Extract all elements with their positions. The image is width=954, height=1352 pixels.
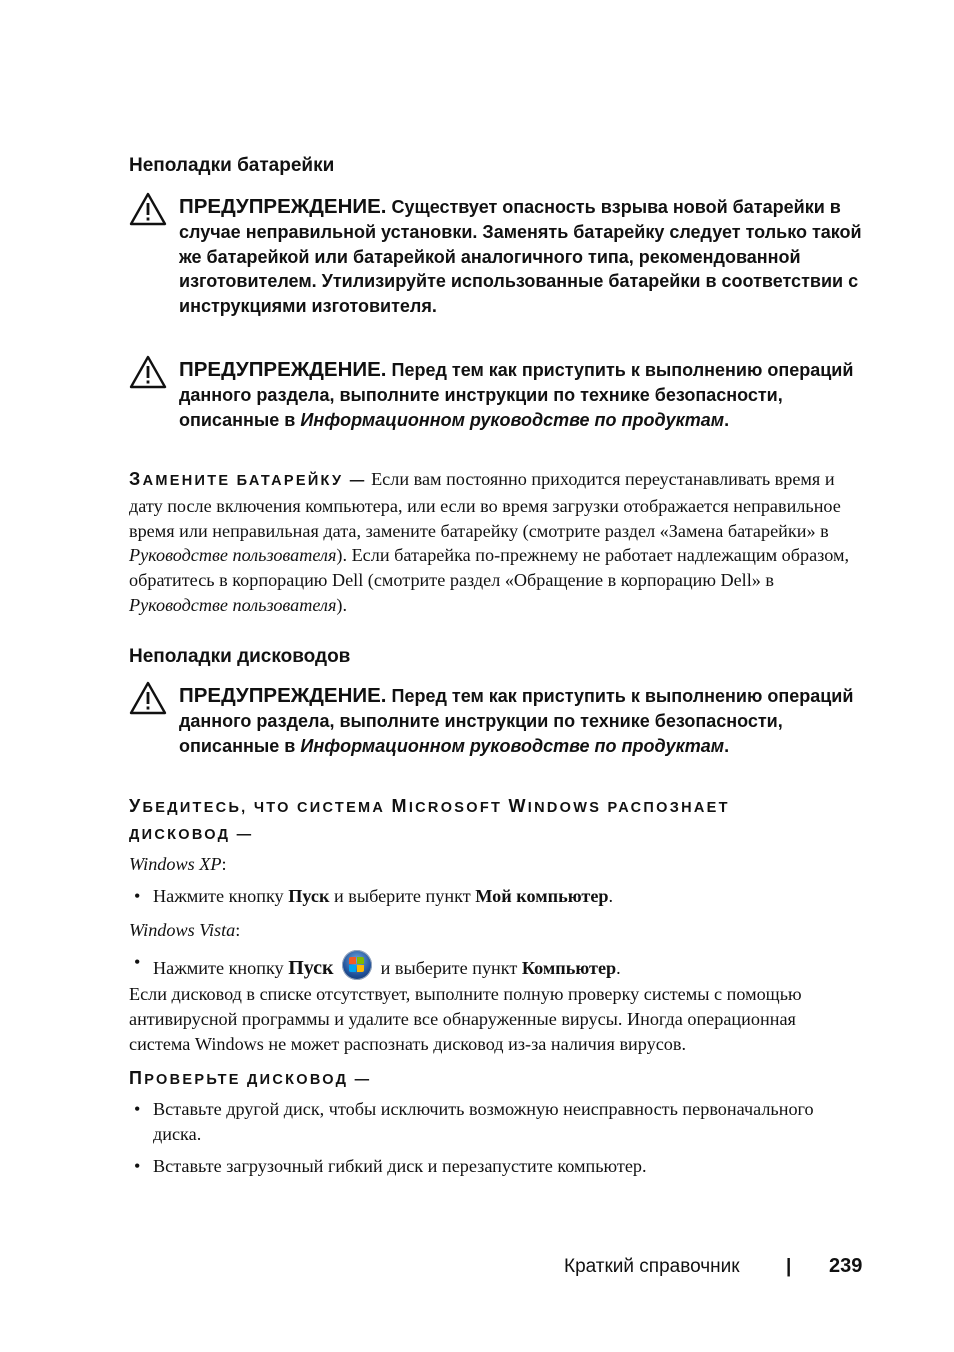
bullet-icon: • <box>134 886 141 906</box>
lead-rest: БЕДИТЕСЬ, ЧТО СИСТЕМА <box>142 800 392 816</box>
bullet-icon: • <box>134 1156 141 1176</box>
lead-rest: РОВЕРЬТЕ ДИСКОВОД — <box>144 1072 372 1088</box>
section-heading-drives: Неполадки дисководов <box>129 646 351 667</box>
warning-triangle-icon <box>129 355 167 389</box>
doc-title: Руководстве пользователя <box>129 594 337 615</box>
item-text: Нажмите кнопку <box>153 958 284 978</box>
warning-doc-title: Информационном руководстве по продуктам <box>300 735 725 756</box>
warning-text: Перед тем как приступить к выполнению операций данного раздела, выполните инструкции по технике безопасности, описанные в <box>179 360 854 430</box>
lead-rest: ДИСКОВОД — <box>129 827 254 843</box>
para-text: ). <box>336 594 348 615</box>
list-item <box>134 1154 849 1179</box>
warning-label: ПРЕДУПРЕЖДЕНИЕ. <box>179 358 387 381</box>
lead-rest: ICROSOFT <box>408 800 509 816</box>
lead-in-replace-battery <box>129 469 367 489</box>
page-number: 239 <box>829 1255 863 1277</box>
para-text: Если вам постоянно приходится переустанавливать время и дату после включения компьютера, или если во время загрузки отображается неправильное время или неправильная дата, замените батарейку (смотрите раздел «Замена батарейки» в <box>129 469 841 541</box>
lead-initial: З <box>129 469 143 489</box>
lead-in-windows-detects <box>129 794 859 848</box>
item-text: и выберите пункт <box>380 958 518 978</box>
lead-initial: W <box>508 796 528 816</box>
footer-title: Краткий справочник <box>564 1256 740 1277</box>
item-text: . <box>616 958 621 978</box>
doc-title: Руководстве пользователя <box>129 545 337 566</box>
battery-paragraph <box>129 467 859 618</box>
windows-vista-label <box>129 918 859 943</box>
item-text: и выберите пункт <box>333 886 471 906</box>
colon: : <box>235 920 241 940</box>
lead-initial: M <box>391 796 409 816</box>
warning-triangle-icon <box>129 192 167 226</box>
windows-start-icon <box>342 950 372 980</box>
lead-rest: INDOWS РАСПОЗНАЕТ <box>527 800 730 816</box>
warning-text: Перед тем как приступить к выполнению операций данного раздела, выполните инструкции по технике безопасности, описанные в <box>179 686 854 756</box>
warning-label: ПРЕДУПРЕЖДЕНИЕ. <box>179 684 387 707</box>
colon: : <box>221 854 227 874</box>
bullet-icon: • <box>134 952 141 972</box>
os-name: Windows Vista <box>129 920 236 940</box>
ui-term: Компьютер <box>521 958 617 978</box>
antivirus-paragraph: Если дисковод в списке отсутствует, выполните полную проверку системы с помощью антивирусной программы и удалите все обнаруженные вирусы. Иногда операционная система Windows не может распознать дисковод из-за наличия вирусов. <box>129 984 802 1054</box>
footer-separator: | <box>786 1256 792 1277</box>
ui-term: Мой компьютер <box>475 886 609 906</box>
warning-triangle-icon <box>129 681 167 715</box>
item-text: Вставьте загрузочный гибкий диск и перезапустите компьютер. <box>153 1156 647 1176</box>
bullet-icon: • <box>134 1099 141 1119</box>
ui-term: Пуск <box>288 886 330 906</box>
warning-text-end: . <box>724 409 730 430</box>
warning-text-end: . <box>724 735 730 756</box>
lead-in-check-drive <box>129 1066 859 1093</box>
para-text: ). Если батарейка по-прежнему не работает надлежащим образом, обратитесь в корпорацию Dell (смотрите раздел «Обращение в корпорацию Dell» в <box>129 545 850 591</box>
lead-initial: У <box>129 796 143 816</box>
list-item <box>134 1097 854 1147</box>
ui-term: Пуск <box>288 957 334 979</box>
warning-label: ПРЕДУПРЕЖДЕНИЕ. <box>179 195 387 218</box>
windows-xp-label <box>129 852 859 877</box>
list-item <box>134 884 849 909</box>
warning-text: Существует опасность взрыва новой батарейки в случае неправильной установки. Заменять батарейку следует только такой же батарейкой или батарейкой аналогичного типа, рекомендованной изготовителем. Утилизируйте использованные батарейки в соответствии с инструкциями изготовителя. <box>179 197 862 317</box>
os-name: Windows XP <box>129 854 222 874</box>
warning-doc-title: Информационном руководстве по продуктам <box>300 409 725 430</box>
section-heading-battery: Неполадки батарейки <box>129 155 335 176</box>
item-text: . <box>608 886 614 906</box>
lead-initial: П <box>129 1068 145 1088</box>
lead-rest: АМЕНИТЕ БАТАРЕЙКУ — <box>142 473 367 489</box>
list-item <box>134 950 849 981</box>
item-text: Нажмите кнопку <box>153 886 284 906</box>
item-text: Вставьте другой диск, чтобы исключить возможную неисправность первоначального диска. <box>153 1099 814 1144</box>
